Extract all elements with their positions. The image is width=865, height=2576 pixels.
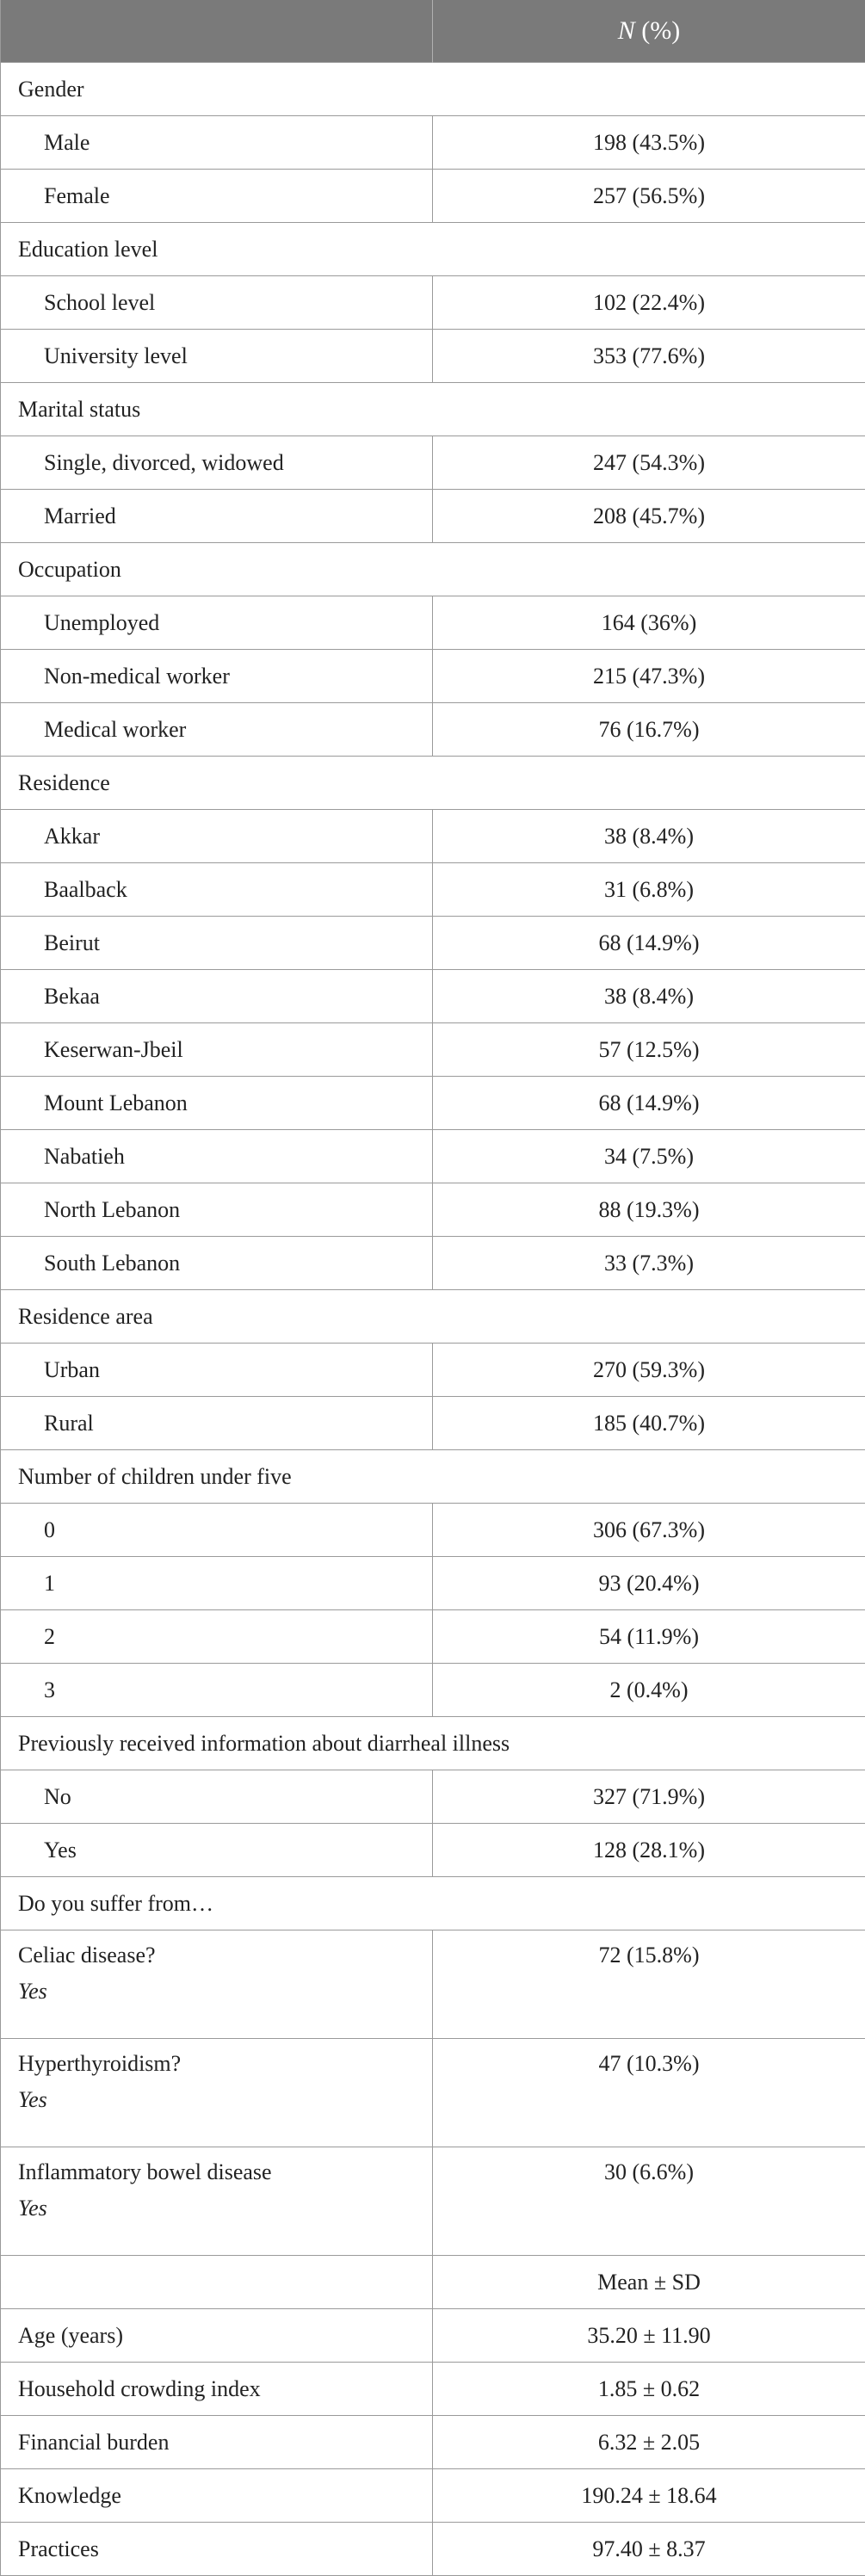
row-label: North Lebanon	[1, 1183, 433, 1237]
row-value: 257 (56.5%)	[433, 170, 865, 223]
row-value: 215 (47.3%)	[433, 650, 865, 703]
row-value: 68 (14.9%)	[433, 917, 865, 970]
table-row	[1, 1557, 865, 1610]
group-label: Number of children under five	[1, 1450, 865, 1504]
row-label: Household crowding index	[1, 2363, 433, 2416]
group-label: Residence	[1, 757, 865, 810]
group-label: Do you suffer from…	[1, 1877, 865, 1930]
table-row	[1, 917, 865, 970]
table-row	[1, 1237, 865, 1290]
group-row	[1, 1450, 865, 1504]
row-label: Nabatieh	[1, 1130, 433, 1183]
row-value: 93 (20.4%)	[433, 1557, 865, 1610]
row-label: 0	[1, 1504, 433, 1557]
row-label: Male	[1, 116, 433, 170]
row-value: 102 (22.4%)	[433, 276, 865, 330]
row-value: 247 (54.3%)	[433, 436, 865, 490]
condition-sublabel: Yes	[18, 2196, 415, 2221]
table-row	[1, 2469, 865, 2523]
condition-row	[1, 2147, 865, 2256]
condition-value: 47 (10.3%)	[433, 2039, 865, 2147]
row-value: 35.20 ± 11.90	[433, 2309, 865, 2363]
condition-sublabel: Yes	[18, 2087, 415, 2113]
row-label: Medical worker	[1, 703, 433, 757]
row-label: No	[1, 1770, 433, 1824]
table-row	[1, 490, 865, 543]
table-row	[1, 970, 865, 1023]
condition-sublabel: Yes	[18, 1979, 415, 2005]
condition-row	[1, 2039, 865, 2147]
row-value: 353 (77.6%)	[433, 330, 865, 383]
table-row	[1, 436, 865, 490]
group-row	[1, 757, 865, 810]
table-row	[1, 596, 865, 650]
table-row	[1, 2309, 865, 2363]
row-label: Age (years)	[1, 2309, 433, 2363]
row-label: Single, divorced, widowed	[1, 436, 433, 490]
condition-value: 72 (15.8%)	[433, 1930, 865, 2039]
condition-cell	[1, 2039, 433, 2147]
table-header-row	[1, 0, 865, 63]
condition-cell	[1, 1930, 433, 2039]
condition-label: Hyperthyroidism?	[18, 2051, 181, 2076]
row-label: Female	[1, 170, 433, 223]
row-value: 38 (8.4%)	[433, 970, 865, 1023]
table-row	[1, 1824, 865, 1877]
row-label: Knowledge	[1, 2469, 433, 2523]
table-row	[1, 2363, 865, 2416]
row-value: 1.85 ± 0.62	[433, 2363, 865, 2416]
row-value: 88 (19.3%)	[433, 1183, 865, 1237]
group-row	[1, 1717, 865, 1770]
mean-sd-header-row	[1, 2256, 865, 2309]
row-value: 190.24 ± 18.64	[433, 2469, 865, 2523]
row-value: 327 (71.9%)	[433, 1770, 865, 1824]
group-row	[1, 543, 865, 596]
row-value: 198 (43.5%)	[433, 116, 865, 170]
condition-row	[1, 1930, 865, 2039]
row-value: 270 (59.3%)	[433, 1344, 865, 1397]
group-row	[1, 1877, 865, 1930]
row-label: Yes	[1, 1824, 433, 1877]
row-value: 164 (36%)	[433, 596, 865, 650]
row-value: 128 (28.1%)	[433, 1824, 865, 1877]
row-value: 76 (16.7%)	[433, 703, 865, 757]
row-value: 31 (6.8%)	[433, 863, 865, 917]
table-row	[1, 170, 865, 223]
group-row	[1, 383, 865, 436]
group-label: Previously received information about diarrheal illness	[1, 1717, 865, 1770]
row-value: 6.32 ± 2.05	[433, 2416, 865, 2469]
row-value: 54 (11.9%)	[433, 1610, 865, 1664]
table-row	[1, 276, 865, 330]
group-row	[1, 63, 865, 116]
row-value: 38 (8.4%)	[433, 810, 865, 863]
header-label-column	[1, 0, 433, 63]
header-n-percent-column	[433, 0, 865, 63]
row-label: School level	[1, 276, 433, 330]
row-value: 68 (14.9%)	[433, 1077, 865, 1130]
table-row	[1, 1664, 865, 1717]
row-value: 34 (7.5%)	[433, 1130, 865, 1183]
mean-sd-header-empty	[1, 2256, 433, 2309]
condition-cell	[1, 2147, 433, 2256]
row-label: South Lebanon	[1, 1237, 433, 1290]
row-label: Mount Lebanon	[1, 1077, 433, 1130]
condition-label: Celiac disease?	[18, 1943, 156, 1968]
condition-value: 30 (6.6%)	[433, 2147, 865, 2256]
row-value: 33 (7.3%)	[433, 1237, 865, 1290]
table-row	[1, 116, 865, 170]
row-label: Financial burden	[1, 2416, 433, 2469]
row-label: Married	[1, 490, 433, 543]
group-label: Education level	[1, 223, 865, 276]
table-row	[1, 1610, 865, 1664]
row-value: 306 (67.3%)	[433, 1504, 865, 1557]
table-row	[1, 2416, 865, 2469]
row-value: 57 (12.5%)	[433, 1023, 865, 1077]
table-row	[1, 810, 865, 863]
table-row	[1, 1397, 865, 1450]
table-row	[1, 2523, 865, 2576]
group-row	[1, 1290, 865, 1344]
group-row	[1, 223, 865, 276]
row-label: Baalback	[1, 863, 433, 917]
group-label: Gender	[1, 63, 865, 116]
row-value: 2 (0.4%)	[433, 1664, 865, 1717]
table-row	[1, 330, 865, 383]
group-label: Occupation	[1, 543, 865, 596]
table-row	[1, 650, 865, 703]
row-label: Beirut	[1, 917, 433, 970]
row-value: 97.40 ± 8.37	[433, 2523, 865, 2576]
group-label: Marital status	[1, 383, 865, 436]
row-label: Keserwan-Jbeil	[1, 1023, 433, 1077]
table-row	[1, 1077, 865, 1130]
row-label: Bekaa	[1, 970, 433, 1023]
group-label: Residence area	[1, 1290, 865, 1344]
table-body	[1, 63, 865, 2576]
table-row	[1, 703, 865, 757]
header-n: N	[618, 16, 635, 45]
table-row	[1, 1130, 865, 1183]
table-row	[1, 1770, 865, 1824]
row-value: 208 (45.7%)	[433, 490, 865, 543]
table-row	[1, 1344, 865, 1397]
row-label: 1	[1, 1557, 433, 1610]
mean-sd-header: Mean ± SD	[433, 2256, 865, 2309]
row-label: Akkar	[1, 810, 433, 863]
row-label: 2	[1, 1610, 433, 1664]
row-value: 185 (40.7%)	[433, 1397, 865, 1450]
table-row	[1, 1504, 865, 1557]
row-label: University level	[1, 330, 433, 383]
table-row	[1, 1183, 865, 1237]
row-label: Rural	[1, 1397, 433, 1450]
row-label: Practices	[1, 2523, 433, 2576]
row-label: 3	[1, 1664, 433, 1717]
header-percent: (%)	[635, 16, 680, 45]
row-label: Urban	[1, 1344, 433, 1397]
row-label: Non-medical worker	[1, 650, 433, 703]
table-row	[1, 1023, 865, 1077]
condition-label: Inflammatory bowel disease	[18, 2159, 272, 2184]
row-label: Unemployed	[1, 596, 433, 650]
table-row	[1, 863, 865, 917]
